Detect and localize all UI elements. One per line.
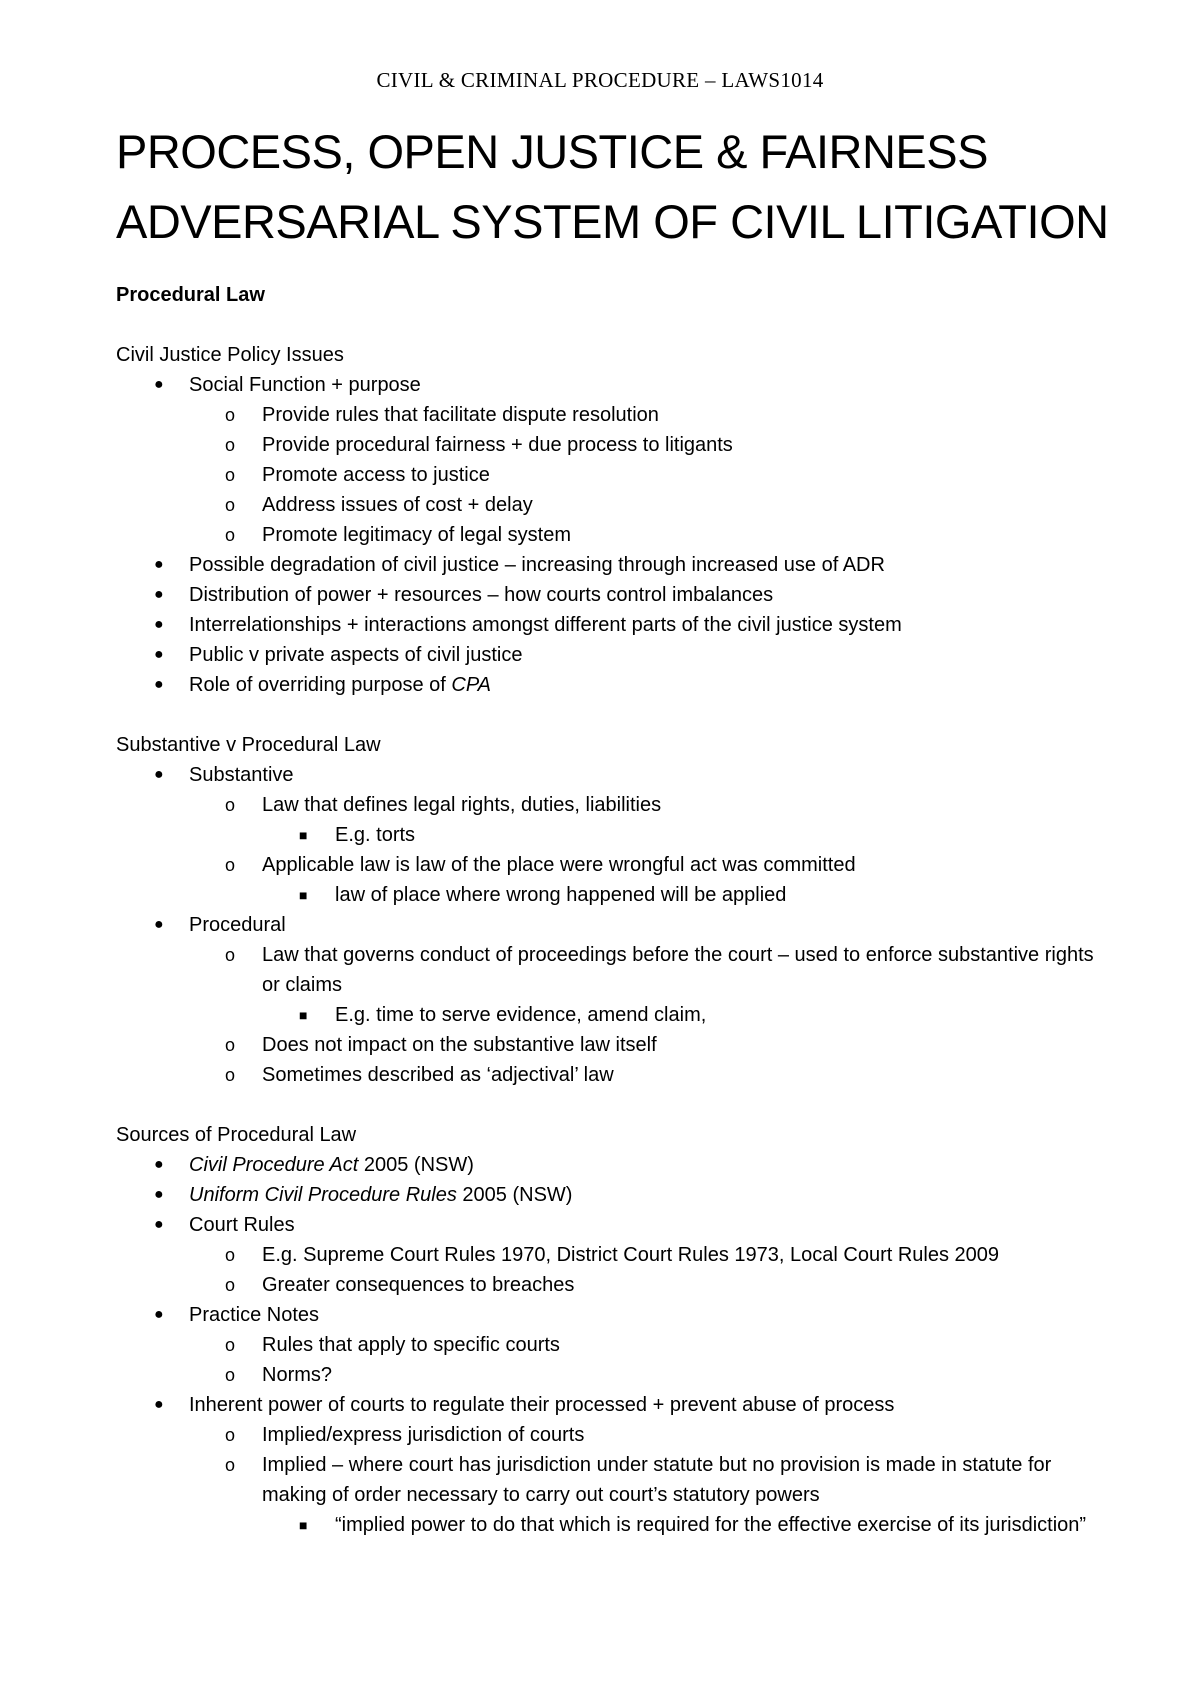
bullet-disc-icon: ● [154, 556, 164, 573]
policy-heading: Civil Justice Policy Issues [116, 344, 344, 366]
document-body [116, 280, 1116, 1540]
bullet-disc-icon: ● [154, 616, 164, 633]
bullet-circle-icon: o [225, 855, 236, 875]
list-item: ■ law of place where wrong happened will be applied [116, 880, 1116, 910]
procedural-law-heading: Procedural Law [116, 284, 265, 306]
list-item: ● Role of overriding purpose of CPA [116, 670, 1116, 700]
bullet-disc-icon: ● [154, 376, 164, 393]
bullet-square-icon: ■ [299, 887, 308, 903]
bullet-circle-icon: o [225, 465, 236, 485]
bullet-disc-icon: ● [154, 1396, 164, 1413]
bullet-circle-icon: o [225, 435, 236, 455]
list-item: ● Public v private aspects of civil justice [116, 640, 1116, 670]
bullet-circle-icon: o [225, 525, 236, 545]
sources-heading: Sources of Procedural Law [116, 1124, 357, 1146]
list-item: ● Interrelationships + interactions amongst different parts of the civil justice system [116, 610, 1116, 640]
list-item: ● Inherent power of courts to regulate their processed + prevent abuse of process [116, 1390, 1116, 1420]
bullet-circle-icon: o [225, 1275, 236, 1295]
bullet-disc-icon: ● [154, 1216, 164, 1233]
list-item: ● Uniform Civil Procedure Rules 2005 (NSW) [116, 1180, 1116, 1210]
list-item: o Implied – where court has jurisdiction under statute but no provision is made in statute for making of order necessary to carry out court’s statutory powers [116, 1450, 1116, 1510]
list-item: o Promote legitimacy of legal system [116, 520, 1116, 550]
bullet-circle-icon: o [225, 1425, 236, 1445]
sources-section [116, 1120, 1116, 1540]
list-item: ● Distribution of power + resources – how courts control imbalances [116, 580, 1116, 610]
list-item: ■ E.g. time to serve evidence, amend claim, [116, 1000, 1116, 1030]
list-item: o Does not impact on the substantive law itself [116, 1030, 1116, 1060]
list-item: o Sometimes described as ‘adjectival’ law [116, 1060, 1116, 1090]
title-line-1: PROCESS, OPEN JUSTICE & FAIRNESS [116, 125, 988, 178]
bullet-circle-icon: o [225, 1245, 236, 1265]
list-item: o Greater consequences to breaches [116, 1270, 1116, 1300]
bullet-disc-icon: ● [154, 1306, 164, 1323]
list-item: ● Practice Notes [116, 1300, 1116, 1330]
list-item: o Norms? [116, 1360, 1116, 1390]
bullet-circle-icon: o [225, 1365, 236, 1385]
list-item: ● Substantive [116, 760, 1116, 790]
policy-list [116, 370, 1116, 700]
bullet-square-icon: ■ [299, 827, 308, 843]
bullet-circle-icon: o [225, 405, 236, 425]
list-item: o Rules that apply to specific courts [116, 1330, 1116, 1360]
list-item: o Provide rules that facilitate dispute resolution [116, 400, 1116, 430]
bullet-circle-icon: o [225, 1035, 236, 1055]
list-item: o Law that defines legal rights, duties, liabilities [116, 790, 1116, 820]
list-item: o Promote access to justice [116, 460, 1116, 490]
list-item: ● Civil Procedure Act 2005 (NSW) [116, 1150, 1116, 1180]
list-item: o Applicable law is law of the place were wrongful act was committed [116, 850, 1116, 880]
bullet-disc-icon: ● [154, 1186, 164, 1203]
policy-section [116, 340, 1116, 700]
bullet-disc-icon: ● [154, 586, 164, 603]
list-item: o Law that governs conduct of proceedings before the court – used to enforce substantive rights or claims [116, 940, 1116, 1000]
list-item: ● Procedural [116, 910, 1116, 940]
title-line-2: ADVERSARIAL SYSTEM OF CIVIL LITIGATION [116, 195, 1109, 248]
bullet-disc-icon: ● [154, 766, 164, 783]
list-item: ■ E.g. torts [116, 820, 1116, 850]
list-item: o E.g. Supreme Court Rules 1970, District Court Rules 1973, Local Court Rules 2009 [116, 1240, 1116, 1270]
bullet-circle-icon: o [225, 495, 236, 515]
bullet-circle-icon: o [225, 1335, 236, 1355]
list-item: ● Court Rules [116, 1210, 1116, 1240]
sources-list [116, 1150, 1116, 1540]
list-item: ■ “implied power to do that which is required for the effective exercise of its jurisdiction” [116, 1510, 1116, 1540]
substantive-heading: Substantive v Procedural Law [116, 734, 381, 756]
bullet-disc-icon: ● [154, 916, 164, 933]
list-item: ● Social Function + purpose [116, 370, 1116, 400]
substantive-list [116, 760, 1116, 1090]
list-item: o Provide procedural fairness + due process to litigants [116, 430, 1116, 460]
bullet-disc-icon: ● [154, 1156, 164, 1173]
bullet-disc-icon: ● [154, 646, 164, 663]
substantive-section [116, 730, 1116, 1090]
bullet-circle-icon: o [225, 1455, 236, 1475]
bullet-circle-icon: o [225, 1065, 236, 1085]
list-item: ● Possible degradation of civil justice – increasing through increased use of ADR [116, 550, 1116, 580]
bullet-disc-icon: ● [154, 676, 164, 693]
bullet-circle-icon: o [225, 795, 236, 815]
bullet-square-icon: ■ [299, 1007, 308, 1023]
page-header: CIVIL & CRIMINAL PROCEDURE – LAWS1014 [376, 68, 824, 92]
bullet-circle-icon: o [225, 945, 236, 965]
list-item: o Address issues of cost + delay [116, 490, 1116, 520]
list-item: o Implied/express jurisdiction of courts [116, 1420, 1116, 1450]
bullet-square-icon: ■ [299, 1517, 308, 1533]
